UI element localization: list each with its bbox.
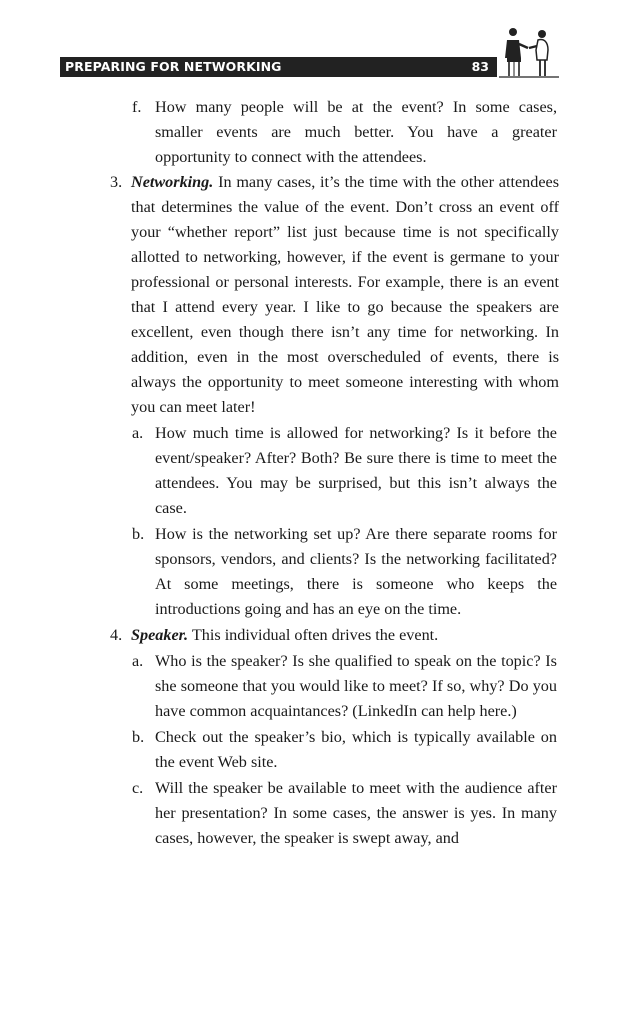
term-body: This individual often drives the event. [188,626,439,644]
list-item-text [131,170,559,420]
list-item [0,421,617,521]
list-item [0,522,617,622]
list-item [0,725,617,775]
list-item [0,649,617,724]
list-marker: b. [132,728,145,746]
term-body: In many cases, it’s the time with the other attendees that determines the value of the event. Don’t cross an event off your “whether report” list just because time is not specifically allotted to networking, however, if the event is germane to your professional or personal interests. For example, there is an event that I attend every year. I like to go because the speakers are excellent, even though there isn’t any time for networking. In addition, even in the most overscheduled of events, there is always the opportunity to meet someone interesting with whom you can meet later! [131,173,559,416]
list-item-speaker [0,623,617,648]
list-marker: 3. [110,173,123,191]
running-header [60,57,497,77]
list-item-text: How many people will be at the event? In some cases, smaller events are much better. You have a greater opportunity to connect with the attendees. [155,98,557,166]
list-marker: 4. [110,626,123,644]
list-marker: a. [132,424,144,442]
list-item-text [131,623,559,648]
list-marker: f. [132,98,142,116]
list-item-text: Check out the speaker’s bio, which is typically available on the event Web site. [155,728,557,771]
list-item-text: Who is the speaker? Is she qualified to speak on the topic? Is she someone that you would like to meet? If so, why? Do you have common acquaintances? (LinkedIn can help here.) [155,652,557,720]
running-header-title: PREPARING FOR NETWORKING [65,59,282,74]
list-marker: a. [132,652,144,670]
list-marker: c. [132,779,144,797]
page-number: 83 [471,59,489,74]
list-item [0,776,617,851]
list-item-text: How is the networking set up? Are there separate rooms for sponsors, vendors, and clients? Is the networking facilitated? At some meetings, there is someone who keeps the introductions going and has an eye on the time. [155,525,557,618]
term-heading: Speaker. [131,626,189,644]
list-marker: b. [132,525,145,543]
networking-handshake-icon [499,22,559,78]
list-item-text: How much time is allowed for networking? Is it before the event/speaker? After? Both? Be sure there is time to meet the attendees. You may be surprised, but this isn’t always the case. [155,424,557,517]
page-body [0,95,617,851]
term-heading: Networking. [131,173,214,191]
list-item-networking [0,170,617,420]
list-item-text: Will the speaker be available to meet with the audience after her presentation? In some cases, the answer is yes. In many cases, however, the speaker is swept away, and [155,779,557,847]
list-item [0,95,617,170]
